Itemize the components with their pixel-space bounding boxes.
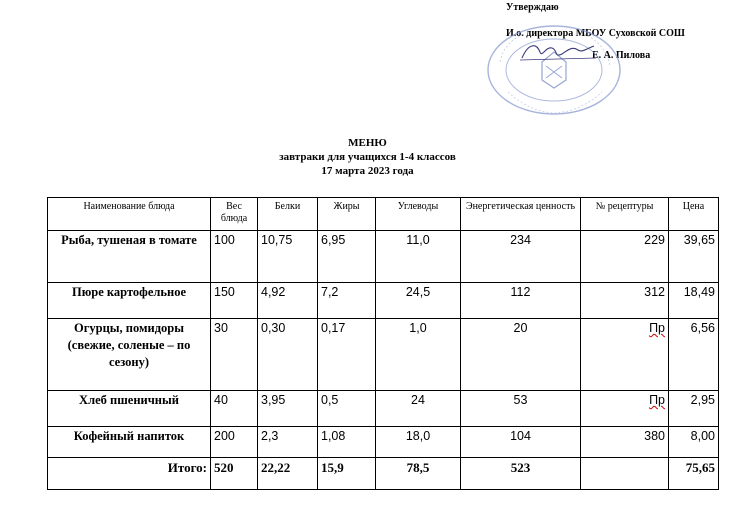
total-label: Итого: (48, 458, 211, 490)
dish-weight: 150 (211, 283, 258, 319)
dish-carbs: 11,0 (376, 231, 461, 283)
dish-recipe (581, 391, 669, 427)
dish-protein: 2,3 (258, 427, 318, 458)
column-header-energy: Энергетическая ценность (461, 198, 581, 231)
dish-protein: 10,75 (258, 231, 318, 283)
table-row (48, 283, 719, 319)
total-recipe (581, 458, 669, 490)
recipe-code: Пр (649, 393, 665, 407)
table-row (48, 391, 719, 427)
dish-energy: 112 (461, 283, 581, 319)
dish-recipe: 229 (581, 231, 669, 283)
dish-name: Пюре картофельное (48, 283, 211, 319)
dish-price: 2,95 (669, 391, 719, 427)
dish-weight: 40 (211, 391, 258, 427)
total-energy: 523 (461, 458, 581, 490)
dish-name: Огурцы, помидоры (свежие, соленые – по сезону) (48, 319, 211, 391)
dish-recipe: 380 (581, 427, 669, 458)
menu-title: МЕНЮ (348, 137, 387, 149)
table-row (48, 427, 719, 458)
column-header-fat: Жиры (318, 198, 376, 231)
dish-protein: 4,92 (258, 283, 318, 319)
dish-fat: 0,5 (318, 391, 376, 427)
dish-fat: 6,95 (318, 231, 376, 283)
dish-weight: 200 (211, 427, 258, 458)
dish-weight: 100 (211, 231, 258, 283)
dish-fat: 0,17 (318, 319, 376, 391)
dish-fat: 1,08 (318, 427, 376, 458)
dish-name: Рыба, тушеная в томате (48, 231, 211, 283)
dish-energy: 20 (461, 319, 581, 391)
dish-price: 8,00 (669, 427, 719, 458)
dish-recipe: 312 (581, 283, 669, 319)
table-total-row (48, 458, 719, 490)
dish-price: 18,49 (669, 283, 719, 319)
total-protein: 22,22 (258, 458, 318, 490)
dish-energy: 53 (461, 391, 581, 427)
total-carbs: 78,5 (376, 458, 461, 490)
table-row (48, 231, 719, 283)
column-header-weight: Вес блюда (211, 198, 258, 231)
approval-line-position: И.о. директора МБОУ Суховской СОШ (506, 28, 685, 39)
approval-line-approve: Утверждаю (506, 2, 559, 13)
approval-line-name: Е. А. Пилова (592, 50, 651, 61)
dish-carbs: 1,0 (376, 319, 461, 391)
menu-subtitle: завтраки для учащихся 1-4 классов (279, 151, 456, 163)
dish-weight: 30 (211, 319, 258, 391)
total-price: 75,65 (669, 458, 719, 490)
column-header-dish: Наименование блюда (48, 198, 211, 231)
dish-price: 39,65 (669, 231, 719, 283)
dish-energy: 234 (461, 231, 581, 283)
column-header-recipe: № рецептуры (581, 198, 669, 231)
dish-recipe (581, 319, 669, 391)
dish-name: Хлеб пшеничный (48, 391, 211, 427)
recipe-code: Пр (649, 321, 665, 335)
dish-price: 6,56 (669, 319, 719, 391)
dish-fat: 7,2 (318, 283, 376, 319)
dish-carbs: 24,5 (376, 283, 461, 319)
table-row (48, 319, 719, 391)
column-header-price: Цена (669, 198, 719, 231)
dish-energy: 104 (461, 427, 581, 458)
menu-table (47, 197, 719, 490)
column-header-protein: Белки (258, 198, 318, 231)
menu-heading (0, 136, 735, 178)
table-header-row (48, 198, 719, 231)
dish-protein: 0,30 (258, 319, 318, 391)
dish-carbs: 18,0 (376, 427, 461, 458)
total-fat: 15,9 (318, 458, 376, 490)
dish-name: Кофейный напиток (48, 427, 211, 458)
column-header-carbs: Углеводы (376, 198, 461, 231)
signature-icon (518, 36, 598, 66)
menu-date: 17 марта 2023 года (321, 165, 414, 177)
total-weight: 520 (211, 458, 258, 490)
dish-protein: 3,95 (258, 391, 318, 427)
dish-carbs: 24 (376, 391, 461, 427)
